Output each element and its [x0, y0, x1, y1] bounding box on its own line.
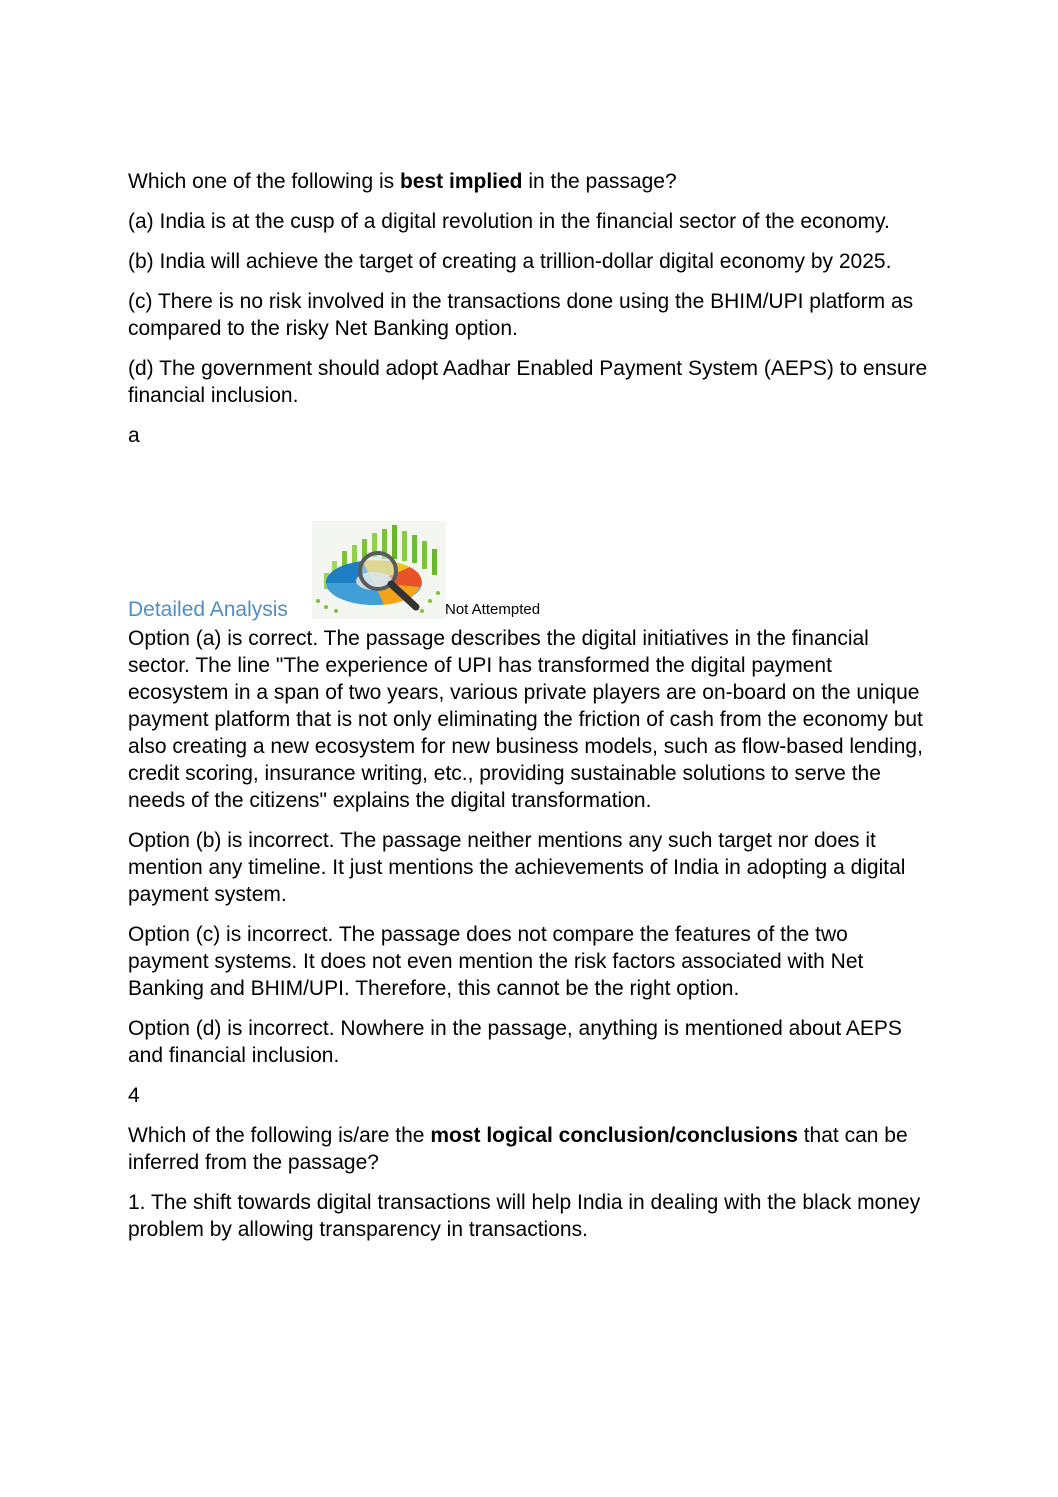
option-b: (b) India will achieve the target of creating a trillion-dollar digital economy by 2025.	[128, 250, 892, 273]
explanation-option-b: Option (b) is incorrect. The passage neither mentions any such target nor does it mention any timeline. It just mentions the achievements of India in adopting a digital payment system.	[128, 829, 906, 906]
question-3-stem	[128, 168, 928, 195]
explanation-option-a: Option (a) is correct. The passage describes the digital initiatives in the financial sector. The line "The experience of UPI has transformed the digital payment ecosystem in a span of two years, various private players are on-board on the unique payment platform that is not only eliminating the friction of cash from the economy but also creating a new ecosystem for new business models, such as flow-based lending, credit scoring, insurance writing, etc., providing sustainable solutions to serve the needs of the citizens" explains the digital transformation.	[128, 627, 923, 812]
attempt-status: Not Attempted	[445, 601, 541, 618]
analytics-chart-magnifier-icon	[312, 521, 446, 619]
question-stem-text: that can be inferred from the passage?	[128, 1124, 908, 1174]
option-c: (c) There is no risk involved in the transactions done using the BHIM/UPI platform as compared to the risky Net Banking option.	[128, 290, 914, 340]
question-4-number: 4	[128, 1084, 140, 1107]
detailed-analysis-label: Detailed Analysis	[128, 598, 288, 621]
explanation-option-d: Option (d) is incorrect. Nowhere in the passage, anything is mentioned about AEPS and financial inclusion.	[128, 1017, 902, 1067]
question-stem-emphasis: best implied	[399, 170, 523, 193]
option-a: (a) India is at the cusp of a digital revolution in the financial sector of the economy.	[128, 210, 890, 233]
answer-key: a	[128, 424, 140, 447]
question-4-stem	[128, 1122, 928, 1176]
analysis-explanation	[128, 625, 928, 1069]
document-page	[128, 168, 928, 1256]
question-stem-text: Which of the following is/are the	[128, 1124, 431, 1147]
question-stem-emphasis: most logical conclusion/conclusions	[430, 1124, 798, 1147]
question-4-statement-1: 1. The shift towards digital transactions will help India in dealing with the black money problem by allowing transparency in transactions.	[128, 1191, 921, 1241]
question-stem-text: Which one of the following is	[128, 170, 400, 193]
option-d: (d) The government should adopt Aadhar Enabled Payment System (AEPS) to ensure financial inclusion.	[128, 357, 928, 407]
explanation-option-c: Option (c) is incorrect. The passage does not compare the features of the two payment systems. It does not even mention the risk factors associated with Net Banking and BHIM/UPI. Therefore, this cannot be the right option.	[128, 923, 864, 1000]
question-stem-text: in the passage?	[522, 170, 677, 193]
analysis-header	[128, 521, 928, 625]
